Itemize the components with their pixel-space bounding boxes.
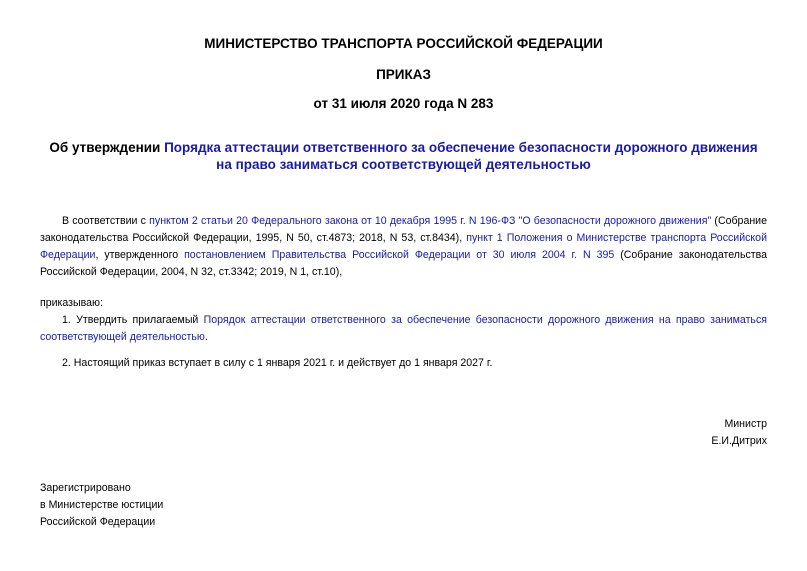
clause-1-text-b: . — [204, 331, 208, 343]
order-word: приказываю: — [40, 297, 103, 309]
title-prefix: Об утверждении — [49, 140, 165, 155]
clause-1 — [40, 312, 767, 346]
ministry-regulation-link[interactable]: пункт 1 Положения о Министерстве транспорта Российской Федерации — [40, 232, 767, 261]
signature-name: Е.И.Дитрих — [711, 435, 767, 447]
registration-line-2: в Министерстве юстиции — [40, 499, 164, 511]
clause-1-text-a: 1. Утвердить прилагаемый — [62, 314, 204, 326]
registration-line-3: Российской Федерации — [40, 516, 156, 528]
procedure-link[interactable]: Порядок аттестации ответственного за обеспечение безопасности дорожного движения на право заниматься соответствующей деятельностью — [40, 314, 767, 343]
preamble-paragraph — [40, 213, 767, 281]
preamble-text-b: (Собрание законодательства Российской Федерации, 1995, N 50, ст.4873; 2018, N 53, ст.8434), — [40, 215, 767, 244]
preamble-text-d: (Собрание законодательства Российской Федерации, 2004, N 32, ст.3342; 2019, N 1, ст.10), — [40, 249, 768, 278]
signature-position: Министр — [724, 418, 767, 430]
preamble-text-c: , утвержденного — [95, 249, 185, 261]
title-link[interactable]: Порядка аттестации ответственного за обеспечение безопасности дорожного движения на право заниматься соответствующей деятельностью — [164, 140, 758, 172]
law-article-link[interactable]: пунктом 2 статьи 20 Федерального закона от 10 декабря 1995 г. N 196-ФЗ "О безопасности дорожного движения" — [149, 215, 712, 227]
ministry-heading: МИНИСТЕРСТВО ТРАНСПОРТА РОССИЙСКОЙ ФЕДЕРАЦИИ — [204, 36, 603, 51]
clause-2: 2. Настоящий приказ вступает в силу с 1 января 2021 г. и действует до 1 января 2027 г. — [62, 357, 493, 369]
date-number-heading: от 31 июля 2020 года N 283 — [313, 96, 494, 111]
government-resolution-link[interactable]: постановлением Правительства Российской Федерации от 30 июля 2004 г. N 395 — [184, 249, 615, 261]
registration-line-1: Зарегистрировано — [40, 482, 131, 494]
preamble-text-a: В соответствии с — [62, 215, 150, 227]
document-type-heading: ПРИКАЗ — [376, 67, 431, 82]
document-title — [40, 139, 767, 173]
